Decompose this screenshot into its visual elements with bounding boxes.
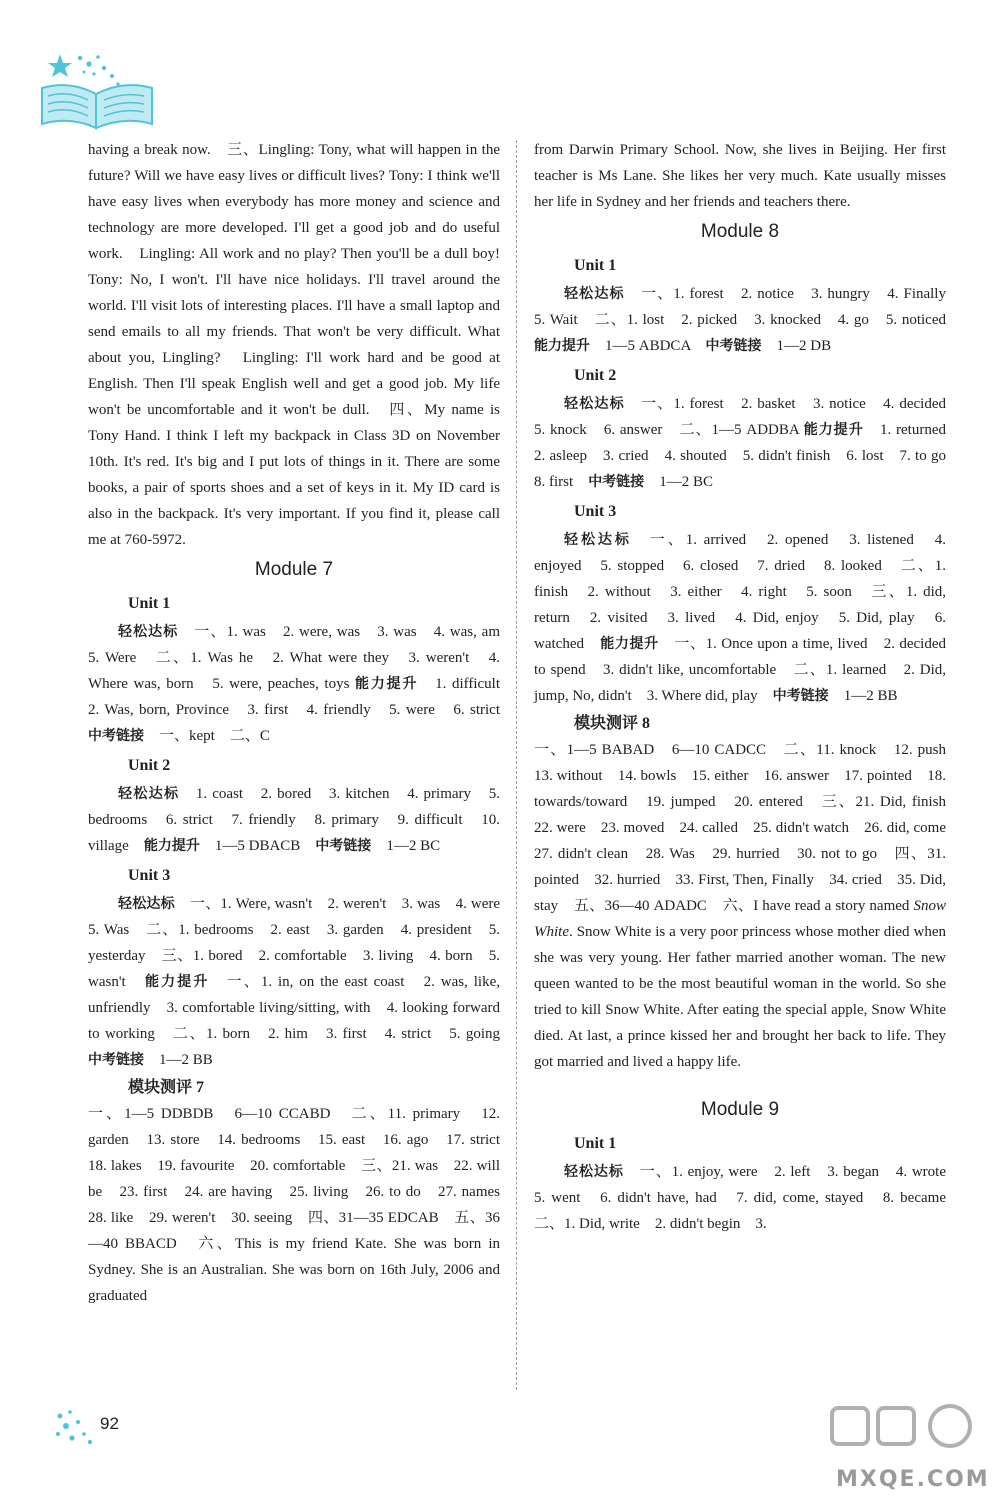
- answer-text: 1—2 BB: [843, 688, 898, 704]
- answer-text: 1. coast 2. bored 3. kitchen 4. primary 5. bedrooms 6. strict 7. friendly 8. primary 9. difficult 10. village: [88, 786, 501, 854]
- unit-title: Unit 3: [128, 867, 171, 884]
- module-8-title: Module 8: [700, 221, 780, 242]
- link-label: 中考链接: [772, 688, 829, 704]
- answer-text: 1—5 DBACB: [214, 838, 301, 854]
- sparkle-icon: [52, 1408, 100, 1448]
- answer-text: 一、kept 二、C: [159, 728, 270, 744]
- answer-text: 一、1. in, on the east coast 2. was, like, unfriendly 3. comfortable living/sitting, with 4. looking forward to working 二、1. born 2. him 3. first 4. strict 5. going: [88, 974, 500, 1042]
- unit-title: Unit 1: [574, 1135, 617, 1152]
- module-test-answers: [534, 737, 962, 1075]
- ability-label: 能力提升: [534, 338, 590, 354]
- watermark-text: MXQE.COM: [836, 1467, 990, 1492]
- book-stars-logo: [34, 44, 160, 132]
- module-test-title: 模块测评 7: [128, 1079, 205, 1096]
- module-7-title: Module 7: [254, 559, 334, 580]
- easy-label: 轻松达标: [118, 896, 175, 912]
- ability-label: 能力提升: [355, 676, 419, 692]
- link-label: 中考链接: [588, 474, 645, 490]
- module-9-title: Module 9: [700, 1099, 780, 1120]
- unit-answers: [534, 281, 961, 359]
- unit-answers: [534, 391, 962, 495]
- link-label: 中考链接: [88, 1052, 144, 1068]
- unit-title: Unit 1: [128, 595, 171, 612]
- unit-answers: [88, 619, 516, 749]
- answer-text: 一、1. enjoy, were 2. left 3. began 4. wrote 5. went 6. didn't have, had 7. did, come, stayed 8. became 二、1. Did, write 2. didn't begin 3.: [534, 1164, 962, 1232]
- easy-label: 轻松达标: [564, 286, 625, 302]
- easy-label: 轻松达标: [564, 1164, 624, 1180]
- answer-text: 一、1. forest 2. notice 3. hungry 4. Finally 5. Wait 二、1. lost 2. picked 3. knocked 4. go 5. noticed: [534, 286, 961, 328]
- ability-label: 能力提升: [144, 974, 210, 990]
- column-divider: [516, 140, 517, 1390]
- answer-text: . Snow White is a very poor princess whose mother died when she was very young. Her father married another woman. The new queen wanted to be the most beautiful woman in the world. So she tried to kill Snow White. After eating the special apple, Snow White died. At last, a prince kissed her and brought her back to life. They got married and lived a happy life.: [534, 924, 946, 1070]
- easy-label: 轻松达标: [118, 624, 179, 640]
- unit-title: Unit 1: [574, 257, 617, 274]
- easy-label: 轻松达标: [564, 396, 625, 412]
- unit-title: Unit 2: [128, 757, 171, 774]
- answer-text: 1—2 DB: [776, 338, 832, 354]
- unit-title: Unit 3: [574, 503, 617, 520]
- ability-label: 能力提升: [803, 422, 864, 438]
- unit-answers: [534, 1159, 962, 1237]
- ability-label: 能力提升: [600, 636, 659, 652]
- link-label: 中考链接: [315, 838, 372, 854]
- answer-text: 一、1. arrived 2. opened 3. listened 4. enjoyed 5. stopped 6. closed 7. dried 8. looked 二、1. finish 2. without 3. either 4. right 5. soon 三、1. did, return 2. visited 3. lived 4. Did, enjoy 5. Did, play 6. watched: [534, 532, 946, 652]
- answer-text: 1—5 ABDCA: [605, 338, 691, 354]
- answer-text: 一、1—5 BABAD 6—10 CADCC 二、11. knock 12. push 13. without 14. bowls 15. either 16. answer 17. pointed 18. towards/toward 19. jumped 20. entered 三、21. Did, finish 22. were 23. moved 24. called 25. didn't watch 26. did, come 27. didn't clean 28. Was 29. hurried 30. not to go 四、31. pointed 32. hurried 33. First, Then, Finally 34. cried 35. Did, stay 五、36—40 ADADC 六、I have read a story named: [534, 742, 962, 914]
- answer-text: 一、1. Were, wasn't 2. weren't 3. was 4. were 5. Was 二、1. bedrooms 2. east 3. garden 4. president 5. yesterday 三、1. bored 2. comfortable 3. living 4. born 5. wasn't: [88, 896, 516, 990]
- story-title: Snow White: [534, 898, 946, 940]
- answer-paragraph: having a break now. 三、Lingling: Tony, what will happen in the future? Will we have easy lives or difficult lives? Tony: I think we'll have easy lives when everybody has more money and science and technology are more developed. I'll get a good job and do useful work. Lingling: All work and no play? Then you'll be a dull boy! Tony: No, I won't. I'll have nice holidays. I'll travel around the world. I'll visit lots of interesting places. I'll have a small laptop and send emails to all my friends. That won't be very difficult. What about you, Lingling? Lingling: I'll work hard and be good at English. Then I'll speak English well and get a good job. My life won't be uncomfortable and it won't be dull. 四、My name is Tony Hand. I think I left my backpack in Class 3D on November 10th. It's red. It's big and I put lots of things in it. There are some books, a pair of sports shoes and a set of keys in it. My ID card is also in the backpack. It's very important. If you find it, please call me at 760-5972.: [88, 142, 516, 548]
- easy-label: 轻松达标: [564, 532, 632, 548]
- unit-answers: [88, 781, 500, 859]
- left-column: [88, 137, 516, 1309]
- answer-text: 1—2 BC: [386, 838, 441, 854]
- page-number: 92: [100, 1414, 119, 1433]
- link-label: 中考链接: [88, 728, 144, 744]
- answer-text: 一、1. was 2. were, was 3. was 4. was, am 5. Were 二、1. Was he 2. What were they 3. weren't 4. Where was, born 5. were, peaches, toys: [88, 624, 516, 692]
- unit-answers: [534, 527, 946, 709]
- answer-paragraph: from Darwin Primary School. Now, she lives in Beijing. Her first teacher is Ms Lane. She likes her very much. Kate usually misses her life in Sydney and her friends and teachers there.: [534, 142, 946, 210]
- unit-title: Unit 2: [574, 367, 617, 384]
- ability-label: 能力提升: [143, 838, 200, 854]
- answer-text: 一、1. forest 2. basket 3. notice 4. decided 5. knock 6. answer 二、1—5 ADDBA: [534, 396, 962, 438]
- answer-text: 一、1. Once upon a time, lived 2. decided to spend 3. didn't like, uncomfortable 二、1. learned 2. Did, jump, No, didn't 3. Where did, play: [534, 636, 946, 704]
- link-label: 中考链接: [705, 338, 762, 354]
- answer-text: 1—2 BB: [159, 1052, 213, 1068]
- unit-answers: [88, 891, 516, 1073]
- module-test-title: 模块测评 8: [574, 715, 651, 732]
- answer-text: 1—2 BC: [659, 474, 713, 490]
- module-test-answers: 一、1—5 DDBDB 6—10 CCABD 二、11. primary 12. garden 13. store 14. bedrooms 15. east 16. ago 17. strict 18. lakes 19. favourite 20. comfortable 三、21. was 22. will be 23. first 24. are having 25. living 26. to do 27. names 28. like 29. weren't 30. seeing 四、31—35 EDCAB 五、36—40 BBACD 六、This is my friend Kate. She was born in Sydney. She is an Australian. She was born on 16th July, 2006 and graduated: [88, 1106, 516, 1304]
- easy-label: 轻松达标: [118, 786, 180, 802]
- answer-text: 1. returned 2. asleep 3. cried 4. shouted 5. didn't finish 6. lost 7. to go 8. first: [534, 422, 962, 490]
- answer-text: 1. difficult 2. Was, born, Province 3. first 4. friendly 5. were 6. strict: [88, 676, 516, 718]
- watermark-logo: [822, 1400, 990, 1500]
- right-column: [534, 137, 962, 1237]
